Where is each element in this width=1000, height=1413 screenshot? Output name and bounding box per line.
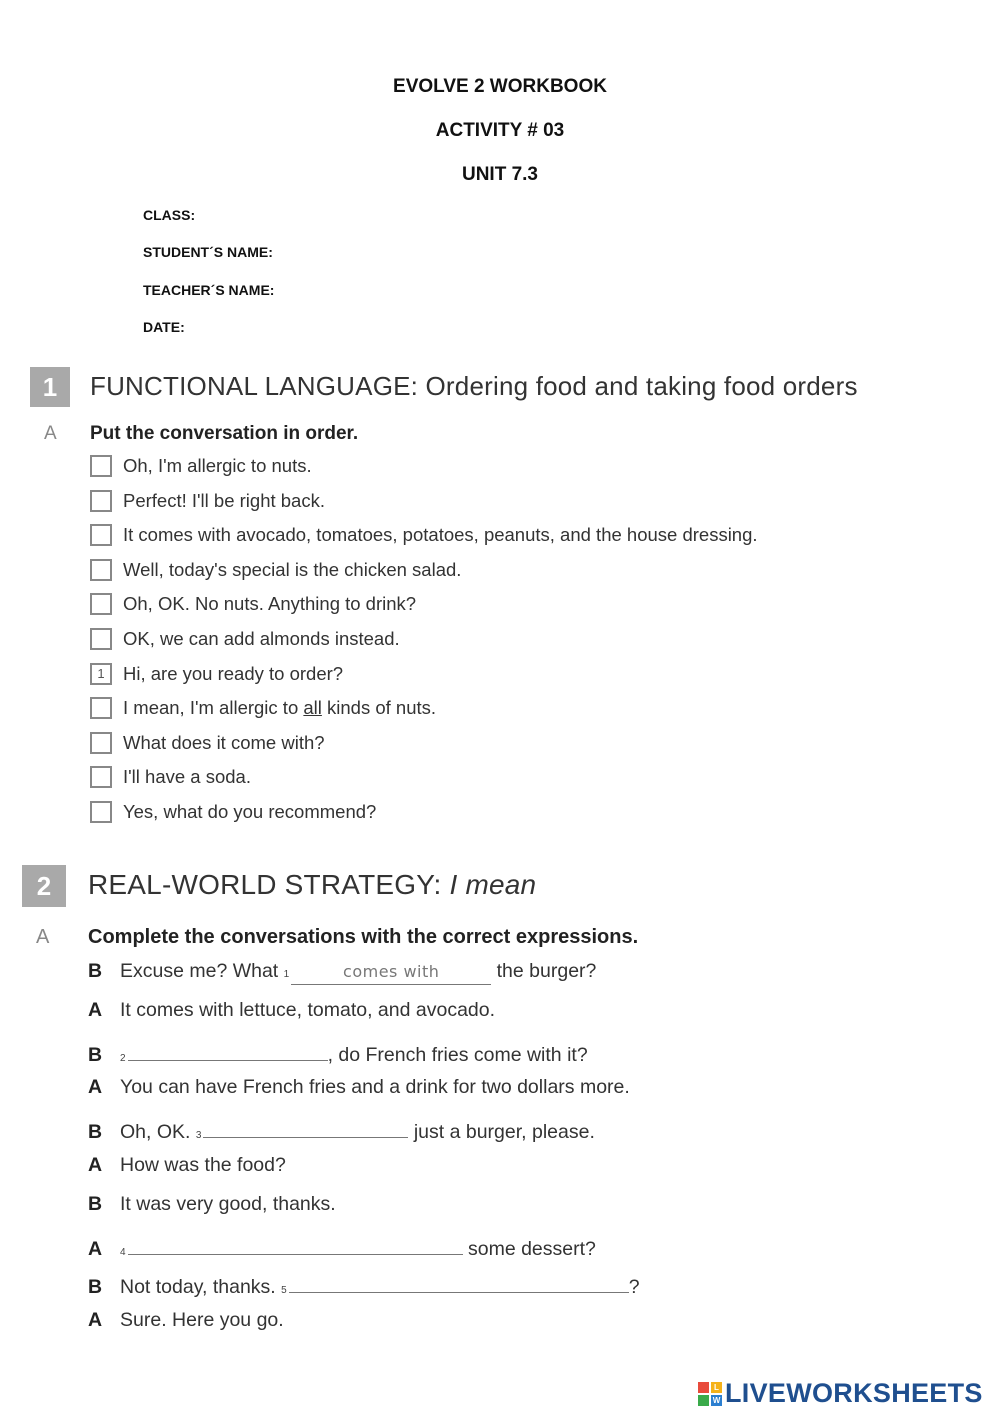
dialogue-line (88, 1154, 286, 1182)
list-item (90, 522, 758, 548)
list-item-text: Well, today's special is the chicken salad. (123, 558, 462, 580)
list-item-text: Hi, are you ready to order? (123, 662, 344, 684)
order-number-box[interactable] (90, 766, 112, 788)
liveworksheets-logo (698, 1378, 983, 1409)
list-item (90, 695, 436, 721)
dialogue-text: You can have French fries and a drink for two dollars more. (120, 1076, 630, 1099)
list-item-text: Yes, what do you recommend? (123, 801, 377, 822)
dialogue-line (88, 1076, 630, 1104)
list-item (90, 661, 343, 687)
list-item-text: OK, we can add almonds instead. (123, 628, 400, 649)
list-item-text: It comes with avocado, tomatoes, potatoes, peanuts, and the house dressing. (123, 524, 758, 546)
logo-square: L (711, 1382, 722, 1393)
blank-number: 4 (120, 1246, 126, 1258)
list-item (90, 799, 376, 825)
dialogue-line (88, 999, 495, 1027)
dialogue-line (88, 1270, 640, 1298)
dialogue-line (88, 960, 596, 988)
logo-square: W (712, 1395, 721, 1405)
text-after: , do French fries come with it? (327, 1043, 588, 1066)
section-2-title-plain: REAL-WORLD STRATEGY: (88, 869, 450, 900)
speaker-label: B (88, 1192, 103, 1215)
list-item-text: I'll have a soda. (123, 766, 251, 788)
class-label: CLASS: (143, 207, 196, 223)
dialogue-text: Sure. Here you go. (120, 1309, 284, 1332)
list-item (90, 591, 416, 617)
blank-number: 3 (195, 1130, 202, 1142)
speaker-label: A (88, 1237, 103, 1260)
section-2-instruction: Complete the conversations with the correct expressions. (88, 926, 639, 948)
list-item-text: Perfect! I'll be right back. (123, 489, 325, 511)
order-number-box[interactable] (90, 490, 112, 512)
section-2-title-italic: I mean (449, 869, 537, 900)
text-after: just a burger, please. (408, 1121, 595, 1144)
blank-number: 2 (120, 1052, 126, 1064)
order-number-box[interactable] (90, 801, 112, 823)
section-1-instruction: Put the conversation in order. (90, 423, 359, 444)
list-item-text: Oh, OK. No nuts. Anything to drink? (123, 593, 417, 615)
speaker-label: A (88, 1309, 103, 1332)
section-2-letter: A (36, 926, 50, 948)
text-after: the burger? (491, 960, 597, 982)
dialogue-text: How was the food? (120, 1154, 286, 1176)
speaker-label: A (88, 1076, 103, 1099)
text-before: Excuse me? What (120, 960, 284, 982)
speaker-label: A (88, 1154, 103, 1176)
speaker-label: B (88, 1121, 103, 1144)
text-before: Not today, thanks. (120, 1276, 282, 1299)
dialogue-line (88, 1038, 588, 1066)
order-number-box[interactable] (90, 732, 112, 754)
answer-blank-5[interactable] (289, 1270, 629, 1293)
dialogue-line (88, 1232, 596, 1260)
text-before: I mean, I'm allergic to (123, 697, 304, 719)
brand-name: LIVEWORKSHEETS (725, 1378, 983, 1408)
teacher-name-label: TEACHER´S NAME: (143, 282, 275, 298)
section-2-title (88, 869, 536, 901)
speaker-label: B (88, 960, 103, 982)
section-2-number: 2 (22, 865, 66, 907)
list-item (90, 453, 312, 479)
speaker-label: B (88, 1043, 103, 1066)
text-after: kinds of nuts. (321, 697, 437, 719)
underlined-word: all (303, 697, 322, 719)
order-number-box[interactable] (90, 697, 112, 719)
dialogue-text: It comes with lettuce, tomato, and avocado. (120, 998, 496, 1021)
date-label: DATE: (143, 319, 185, 335)
section-1-title: FUNCTIONAL LANGUAGE: Ordering food and taking food orders (90, 371, 858, 401)
logo-grid-icon (698, 1382, 722, 1406)
order-number-box[interactable] (90, 593, 112, 615)
order-number-box[interactable] (90, 524, 112, 546)
worksheet-title: EVOLVE 2 WORKBOOK (393, 76, 607, 97)
text-after: some dessert? (462, 1237, 596, 1260)
list-item-text: Oh, I'm allergic to nuts. (123, 455, 312, 476)
text-after: ? (628, 1276, 640, 1299)
list-item (90, 764, 251, 790)
logo-square (698, 1382, 709, 1393)
dialogue-text: It was very good, thanks. (120, 1192, 336, 1215)
speaker-label: B (88, 1276, 103, 1299)
section-1-number: 1 (30, 367, 70, 407)
dialogue-line (88, 1115, 595, 1143)
answer-blank-1[interactable]: comes with (291, 962, 491, 985)
answer-blank-2[interactable] (128, 1038, 328, 1061)
text-before: Oh, OK. (120, 1121, 196, 1144)
section-1-letter: A (44, 423, 57, 444)
dialogue-line (88, 1193, 336, 1221)
list-item-text: What does it come with? (123, 731, 325, 753)
answer-blank-4[interactable] (128, 1232, 463, 1255)
order-number-box[interactable] (90, 455, 112, 477)
unit-number: UNIT 7.3 (461, 164, 539, 185)
dialogue-line (88, 1309, 284, 1337)
list-item-text (123, 697, 436, 719)
blank-number: 1 (283, 969, 290, 980)
order-number-box[interactable] (90, 559, 112, 581)
blank-number: 5 (281, 1285, 287, 1297)
student-name-label: STUDENT´S NAME: (143, 244, 273, 260)
list-item (90, 626, 400, 652)
speaker-label: A (88, 998, 103, 1021)
answer-blank-3[interactable] (203, 1115, 408, 1138)
list-item (90, 488, 325, 514)
list-item (90, 557, 461, 583)
order-number-box[interactable]: 1 (90, 663, 112, 685)
order-number-box[interactable] (90, 628, 112, 650)
activity-number: ACTIVITY # 03 (435, 120, 565, 141)
list-item (90, 730, 325, 756)
logo-square (698, 1395, 709, 1406)
